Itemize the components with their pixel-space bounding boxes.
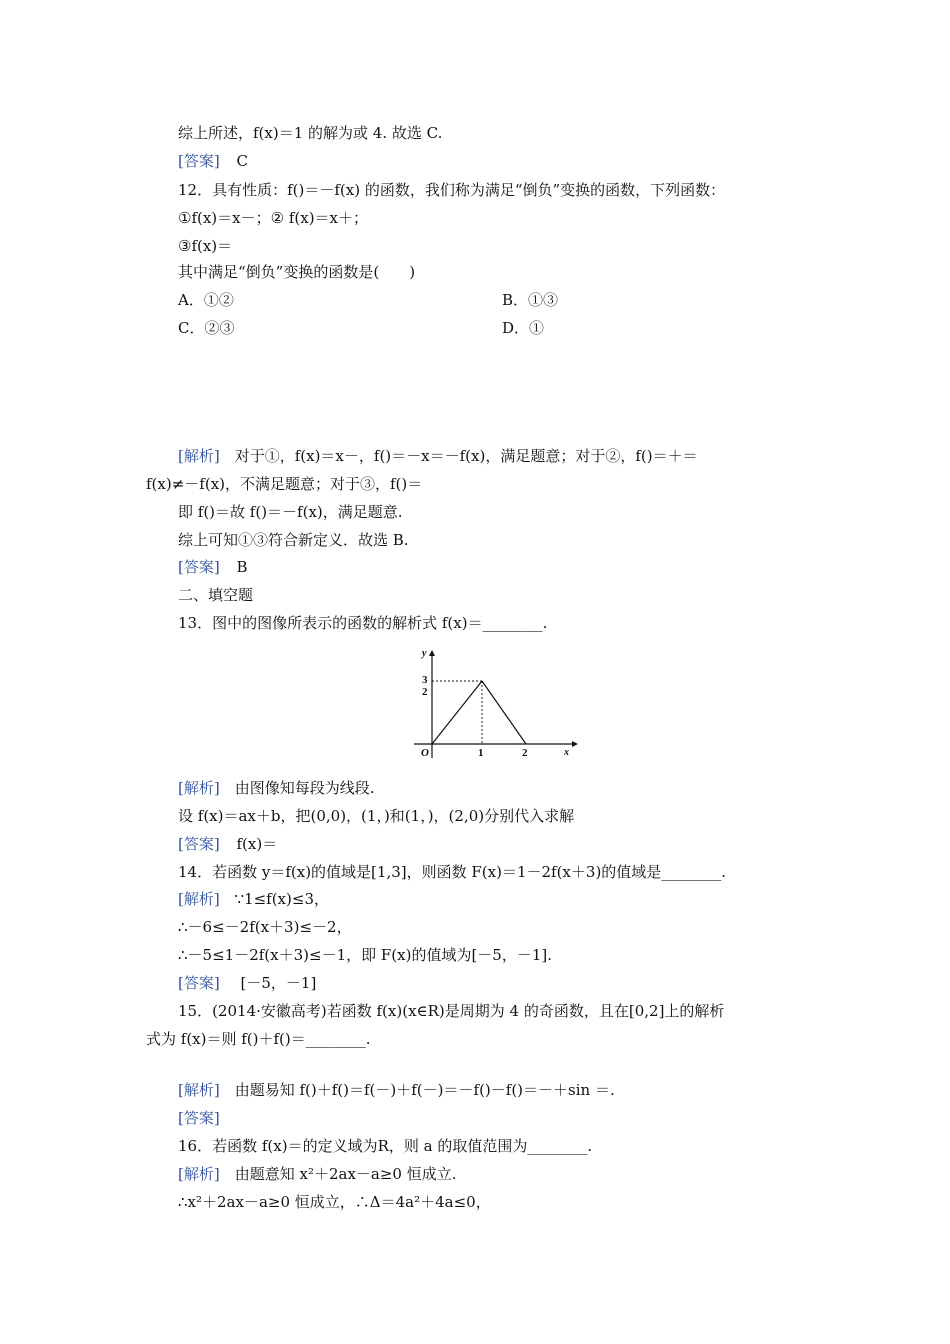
analysis-13-text-1: 由图像知每段为线段. — [219, 779, 375, 797]
analysis-tag: [解析] — [178, 1165, 220, 1183]
analysis-13-line-1 — [178, 778, 375, 798]
analysis-14-line-1 — [178, 889, 329, 909]
x-axis-label: x — [564, 747, 569, 758]
analysis-12-line-3: 即 f()＝故 f()＝－f(x)，满足题意. — [178, 503, 403, 521]
y-axis-label: y — [422, 648, 427, 659]
analysis-14-line-2: ∴－6≤－2f(x＋3)≤－2， — [178, 918, 352, 936]
answer-12 — [178, 557, 248, 577]
analysis-16-text-1: 由题意知 x²＋2ax－a≥0 恒成立. — [219, 1165, 457, 1183]
option-c: C．②③ — [178, 319, 235, 337]
analysis-16-line-2: ∴x²＋2ax－a≥0 恒成立，∴Δ＝4a²＋4a≤0， — [178, 1193, 491, 1211]
option-b: B．①③ — [502, 291, 559, 309]
question-12-function-3: ③f(x)＝ — [178, 237, 233, 255]
answer-11-value: C — [236, 152, 248, 170]
origin-label: O — [421, 747, 429, 759]
option-d: D．① — [502, 319, 545, 337]
question-15-line-1: 15．(2014·安徽高考)若函数 f(x)(x∈R)是周期为 4 的奇函数，且在[0,2]上的解析 — [178, 1002, 725, 1020]
question-13: 13．图中的图像所表示的函数的解析式 f(x)＝________. — [178, 614, 548, 632]
x-tick-1: 1 — [478, 747, 484, 759]
answer-15 — [178, 1108, 220, 1128]
graph-line-falling — [482, 681, 526, 744]
analysis-12-line-2: f(x)≠－f(x)，不满足题意；对于③，f()＝ — [146, 475, 423, 493]
answer-14-value: [－5，－1] — [240, 974, 317, 992]
option-a: A．①② — [178, 291, 234, 309]
section-heading: 二、填空题 — [178, 586, 254, 604]
conclusion-line: 综上所述，f(x)＝1 的解为或 4. 故选 C. — [178, 124, 443, 142]
answer-tag: [答案] — [178, 558, 220, 576]
analysis-tag: [解析] — [178, 779, 220, 797]
question-12-prompt: 其中满足“倒负”变换的函数是( ) — [178, 263, 416, 281]
analysis-16-line-1 — [178, 1164, 457, 1184]
answer-12-value: B — [236, 558, 248, 576]
analysis-13-line-2: 设 f(x)＝ax＋b，把(0,0)，(1，)和(1，)，(2,0)分别代入求解 — [178, 807, 575, 825]
answer-13-value: f(x)＝ — [236, 835, 278, 853]
question-16: 16．若函数 f(x)＝的定义域为R，则 a 的取值范围为________. — [178, 1137, 593, 1155]
analysis-tag: [解析] — [178, 890, 220, 908]
question-15-line-2: 式为 f(x)＝则 f()＋f()＝________. — [146, 1030, 371, 1048]
answer-tag: [答案] — [178, 835, 220, 853]
answer-tag: [答案] — [178, 152, 220, 170]
answer-tag: [答案] — [178, 1109, 220, 1127]
analysis-14-text-1: ∵1≤f(x)≤3， — [234, 890, 329, 908]
x-tick-2: 2 — [522, 747, 528, 759]
answer-13 — [178, 834, 277, 854]
y-tick-2: 2 — [422, 686, 428, 698]
analysis-12-text-1: 对于①，f(x)＝x－，f()＝－x＝－f(x)，满足题意；对于②，f()＝＋＝ — [219, 447, 698, 465]
analysis-15 — [178, 1080, 615, 1100]
analysis-15-text: 由题易知 f()＋f()＝f(－)＋f(－)＝－f()－f()＝－＋sin ＝. — [219, 1081, 615, 1099]
x-axis-arrow — [572, 741, 578, 747]
question-14: 14．若函数 y＝f(x)的值域是[1,3]，则函数 F(x)＝1－2f(x＋3)的值域是________. — [178, 863, 727, 881]
answer-14 — [178, 973, 316, 993]
analysis-12-line-1 — [178, 446, 698, 466]
y-axis-arrow — [429, 650, 435, 656]
analysis-tag: [解析] — [178, 447, 220, 465]
answer-11 — [178, 151, 248, 171]
analysis-tag: [解析] — [178, 1081, 220, 1099]
graph-line-rising — [432, 681, 482, 744]
analysis-12-line-4: 综上可知①③符合新定义．故选 B. — [178, 531, 409, 549]
question-12-stem: 12．具有性质：f()＝－f(x) 的函数，我们称为满足“倒负”变换的函数，下列函数： — [178, 181, 726, 199]
function-graph — [408, 644, 578, 762]
question-12-functions-1-2: ①f(x)＝x－；② f(x)＝x＋； — [178, 209, 369, 227]
y-tick-3: 3 — [422, 674, 428, 686]
answer-tag: [答案] — [178, 974, 220, 992]
analysis-14-line-3: ∴－5≤1－2f(x＋3)≤－1，即 F(x)的值域为[－5，－1]. — [178, 946, 553, 964]
